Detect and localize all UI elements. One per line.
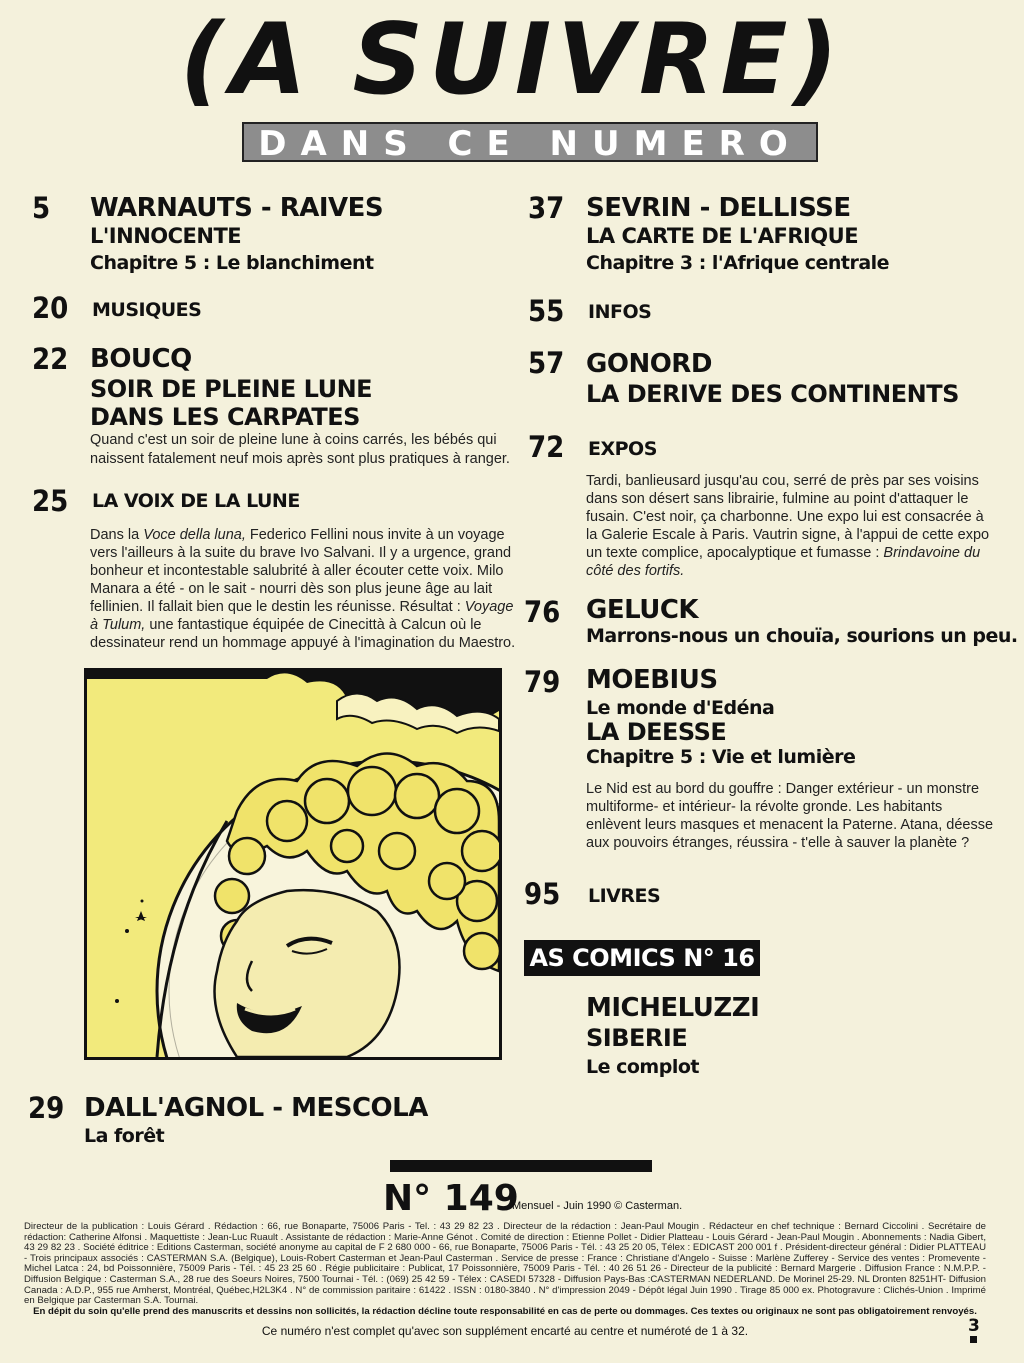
entry-description: fusain. C'est noir, ça charbonne. Une expo lui est consacrée à — [586, 509, 984, 525]
entry-chapter: Chapitre 3 : l'Afrique centrale — [586, 252, 890, 274]
entry-subtitle: SIBERIE — [586, 1024, 688, 1052]
entry-subtitle: LA CARTE DE L'AFRIQUE — [586, 224, 859, 248]
entry-title: INFOS — [588, 301, 652, 323]
entry-subtitle: SOIR DE PLEINE LUNE — [90, 375, 373, 403]
issue-number: N° 149 — [383, 1178, 519, 1219]
entry-description: bonheur et incontestable salubrité à aller écouter cette voix. Milo — [90, 563, 504, 579]
entry-title: BOUCQ — [90, 344, 192, 374]
page-number-95: 95 — [524, 877, 561, 911]
page-number-55: 55 — [528, 294, 565, 328]
entry-title: EXPOS — [588, 438, 657, 460]
page-marker — [970, 1336, 977, 1343]
supplement-note: Ce numéro n'est complet qu'avec son supplément encarté au centre et numéroté de 1 à 32. — [261, 1324, 749, 1338]
entry-chapter: Le complot — [586, 1056, 699, 1078]
entry-description: un texte complice, apocalyptique et fumasse : Brindavoine du — [586, 545, 981, 561]
entry-description: vers l'ailleurs à la suite du brave Ivo Salvani. Il y a urgence, grand — [90, 545, 512, 561]
page-number: 3 — [968, 1316, 980, 1336]
entry-title: LA VOIX DE LA LUNE — [92, 490, 300, 512]
credits-text: Directeur de la publication : Louis Gérard . Rédaction : 66, rue Bonaparte, 75006 Paris - Tel. : 43 29 82 23 . Directeur de la rédaction : Jean-Paul Mougin . Rédacteur en chef technique : Bernard Ciccolini . Secrétaire de rédaction: Catherine Alfonsi . Maquettiste : Jean-Luc Ruault . Assistante de rédaction : Marie-Anne Génot . Comité de direction : Etienne Pollet - Didier Platteau - Louis Gérard - Jean-Paul Mougin . Abonnements : Nadia Gibert, 43 29 82 23 . Société éditrice : Editions Casterman, société anonyme au capital de F 2 680 000 - 66, rue Bonaparte, 75006 Paris - Tél. : 43 25 20 05, Télex : EDICAST 200 001 f . Président-directeur général : Didier PLATTEAU - Trois principaux associés : CASTERMAN S.A. (Belgique), Louis-Robert Casterman et Jean-Paul Casterman . Service de presse : France : Christiane d'Angelo - Suisse : Marlène Zufferey - Service des ventes : Promevente - Michel Latca : 24, bd Poissonnière, 75009 Paris - Tél. : 45 23 25 60 . Régie publicitaire : Publicat, 17 Poissonnière, 75009 Paris - Tél. : 40 26 51 26 - Directeur de la publicité : Bernard Margerie . Diffusion France : N.M.P.P. - Diffusion Belgique : Casterman S.A., 28 rue des Soeurs Noires, 7500 Tournai - Tél. : (069) 25 42 59 - Télex : CASEDI 57328 - Diffusion Pays-Bas :CASTERMAN NEDERLAND. De Morinel 25-29. NL Dronten 8251HT- Diffusion Canada : A.D.P., 955 rue Amherst, Montréal, Québec,H2L3K4 . N° de commission paritaire : 61422 . ISSN : 0180-3840 . N° d'impression 2049 - Dépôt légal Juin 1990 . Tirage 85 000 ex. Photogravure : Clichés-Union . Imprimé en Belgique par Casterman S.A. Tournai. — [24, 1221, 986, 1307]
entry-title: GONORD — [586, 349, 712, 379]
page-number-37: 37 — [528, 191, 565, 225]
entry-description: dans son désert sans librairie, fulmine au point d'attaquer le — [586, 491, 969, 507]
page-number-5: 5 — [32, 191, 51, 225]
section-banner: DANS CE NUMERO — [242, 122, 818, 162]
entry-title: MUSIQUES — [92, 299, 202, 321]
entry-title: DALL'AGNOL - MESCOLA — [84, 1093, 428, 1123]
entry-subtitle: L'INNOCENTE — [90, 224, 242, 248]
entry-subtitle: La forêt — [84, 1125, 165, 1147]
entry-description: côté des fortifs. — [586, 563, 685, 579]
page-number-79: 79 — [524, 665, 561, 699]
entry-description: multiforme- et intérieur- la révolte gronde. Les habitants — [586, 799, 943, 815]
entry-description: Tardi, banlieusard jusqu'au cou, serré de près par ses voisins — [586, 473, 979, 489]
entry-description: fellinien. Il fallait bien que le destin les réunisse. Résultat : Voyage — [90, 599, 514, 615]
entry-chapter: Chapitre 5 : Le blanchiment — [90, 252, 374, 274]
issue-date: Mensuel - Juin 1990 © Casterman. — [512, 1200, 683, 1212]
entry-title: GELUCK — [586, 595, 699, 625]
entry-description: aux pouvoirs étranges, réussira - t'elle à sauver la planète ? — [586, 835, 970, 851]
moon-woman-drawing — [87, 671, 499, 1057]
entry-title: MOEBIUS — [586, 665, 718, 695]
entry-description: enlèvent leurs masques et menacent la Paterne. Atana, déesse — [586, 817, 994, 833]
page-number-20: 20 — [32, 291, 69, 325]
divider — [390, 1160, 652, 1172]
entry-subtitle: LA DERIVE DES CONTINENTS — [586, 380, 959, 408]
comic-illustration — [84, 668, 502, 1060]
page-number-72: 72 — [528, 430, 565, 464]
disclaimer-text: En dépit du soin qu'elle prend des manuscrits et dessins non sollicités, la rédaction décline toute responsabilité en cas de perte ou dommages. Ces textes ou originaux ne sont pas obligatoirement renvoyés. — [33, 1306, 977, 1317]
entry-subtitle: DANS LES CARPATES — [90, 403, 360, 431]
entry-description: Le Nid est au bord du gouffre : Danger extérieur - un monstre — [586, 781, 980, 797]
entry-description: à Tulum, une fantastique équipée de Cinecittà à Calcun où le — [90, 617, 482, 633]
entry-title: LIVRES — [588, 885, 661, 907]
entry-description: dessinateur rend un hommage appuyé à l'imagination du Maestro. — [90, 635, 516, 651]
page-number-25: 25 — [32, 484, 69, 518]
entry-subtitle: LA DEESSE — [586, 718, 727, 746]
page-number-29: 29 — [28, 1091, 65, 1125]
page-number-22: 22 — [32, 342, 69, 376]
magazine-title: (A SUIVRE) — [179, 3, 845, 117]
entry-description: Dans la Voce della luna, Federico Fellini nous invite à un voyage — [90, 527, 505, 543]
entry-title: SEVRIN - DELLISSE — [586, 193, 851, 223]
entry-title: MICHELUZZI — [586, 993, 760, 1023]
entry-chapter: Chapitre 5 : Vie et lumière — [586, 746, 856, 768]
entry-subtitle: Marrons-nous un chouïa, sourions un peu. — [586, 625, 1018, 647]
entry-description: Quand c'est un soir de pleine lune à coins carrés, les bébés qui — [90, 432, 497, 448]
entry-subtitle: Le monde d'Edéna — [586, 697, 775, 719]
entry-title: WARNAUTS - RAIVES — [90, 193, 384, 223]
page-number-76: 76 — [524, 595, 561, 629]
page-number-57: 57 — [528, 346, 565, 380]
entry-description: Manara a été - on le sait - nourri dès son plus jeune âge au lait — [90, 581, 493, 597]
entry-description: naissent fatalement neuf mois après sont plus pratiques à ranger. — [90, 451, 510, 467]
entry-description: la Galerie Escale à Paris. Vautrin signe, à l'appui de cette expo — [586, 527, 990, 543]
as-comics-banner: AS COMICS N° 16 — [524, 940, 760, 976]
